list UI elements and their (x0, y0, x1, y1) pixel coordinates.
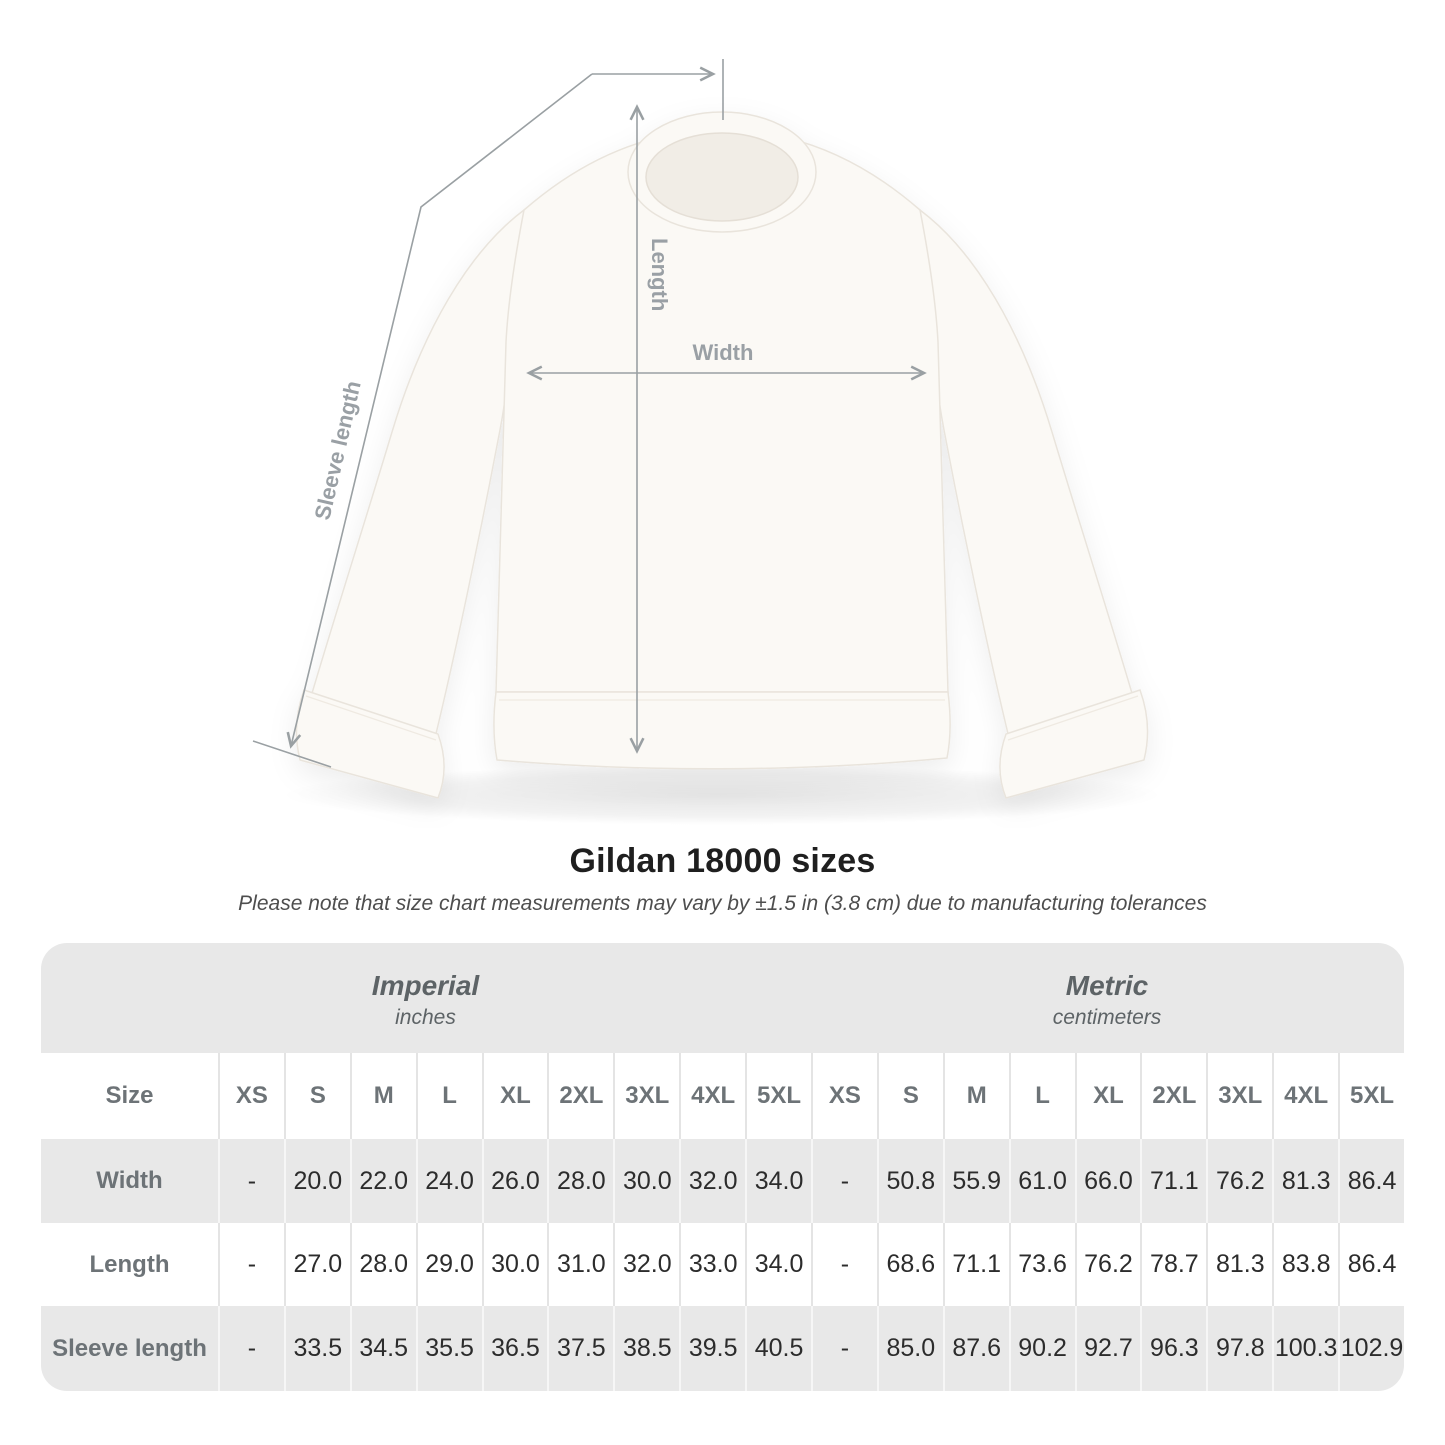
sweatshirt-illustration (297, 112, 1148, 798)
right-sleeve (920, 210, 1134, 742)
value-cell: 71.1 (1140, 1139, 1206, 1223)
value-cell: 66.0 (1075, 1139, 1141, 1223)
value-cell: 34.0 (745, 1139, 811, 1223)
value-cell: - (218, 1306, 284, 1391)
value-cell: 30.0 (613, 1139, 679, 1223)
size-header-cell: L (1009, 1053, 1075, 1139)
size-header-cell: S (877, 1053, 943, 1139)
value-cell: 24.0 (416, 1139, 482, 1223)
value-cell: 96.3 (1140, 1306, 1206, 1391)
value-cell: 34.5 (350, 1306, 416, 1391)
value-cell: 71.1 (943, 1223, 1009, 1306)
size-header-cell: L (416, 1053, 482, 1139)
value-cell: 34.0 (745, 1223, 811, 1306)
value-cell: 102.9 (1338, 1306, 1404, 1391)
size-header-cell: 2XL (1140, 1053, 1206, 1139)
imperial-unit: inches (395, 1006, 456, 1029)
value-cell: 28.0 (547, 1139, 613, 1223)
value-cell: 97.8 (1206, 1306, 1272, 1391)
table-row-width (41, 1139, 1404, 1223)
size-column-header: Size (105, 1082, 154, 1109)
value-cell: 92.7 (1075, 1306, 1141, 1391)
size-header-cell: 5XL (745, 1053, 811, 1139)
value-cell: 86.4 (1338, 1139, 1404, 1223)
table-row-length (41, 1223, 1404, 1306)
value-cell: 76.2 (1075, 1223, 1141, 1306)
value-cell: 37.5 (547, 1306, 613, 1391)
size-header-cell: 4XL (679, 1053, 745, 1139)
value-cell: 81.3 (1206, 1223, 1272, 1306)
value-cell: 33.0 (679, 1223, 745, 1306)
value-cell: 87.6 (943, 1306, 1009, 1391)
value-cell: 38.5 (613, 1306, 679, 1391)
metric-unit: centimeters (1052, 1006, 1162, 1029)
value-cell: 32.0 (613, 1223, 679, 1306)
page-title: Gildan 18000 sizes (569, 842, 876, 880)
value-cell: 27.0 (284, 1223, 350, 1306)
value-cell: 31.0 (547, 1223, 613, 1306)
value-cell: 73.6 (1009, 1223, 1075, 1306)
size-header-cell: XL (1075, 1053, 1141, 1139)
value-cell: 32.0 (679, 1139, 745, 1223)
row-label: Width (96, 1167, 163, 1194)
value-cell: 26.0 (482, 1139, 548, 1223)
size-header-row (41, 1053, 1404, 1139)
value-cell: 22.0 (350, 1139, 416, 1223)
value-cell: - (811, 1223, 877, 1306)
imperial-title: Imperial (371, 970, 480, 1001)
value-cell: 50.8 (877, 1139, 943, 1223)
size-header-cell: 3XL (613, 1053, 679, 1139)
size-header-cell: M (943, 1053, 1009, 1139)
value-cell: 29.0 (416, 1223, 482, 1306)
size-table (41, 943, 1404, 1391)
value-cell: 40.5 (745, 1306, 811, 1391)
imperial-header (41, 943, 810, 1053)
row-label: Length (89, 1250, 170, 1278)
value-cell: 30.0 (482, 1223, 548, 1306)
metric-title: Metric (1065, 970, 1149, 1001)
table-row-sleeve-length (41, 1306, 1404, 1391)
value-cell: 36.5 (482, 1306, 548, 1391)
size-header-cell: XS (218, 1053, 284, 1139)
value-cell: 81.3 (1272, 1139, 1338, 1223)
value-cell: 28.0 (350, 1223, 416, 1306)
size-header-cell: S (284, 1053, 350, 1139)
row-label: Sleeve length (52, 1334, 207, 1362)
value-cell: 85.0 (877, 1306, 943, 1391)
value-cell: 35.5 (416, 1306, 482, 1391)
waistband (494, 692, 950, 769)
size-header-cell: XL (482, 1053, 548, 1139)
value-cell: - (811, 1306, 877, 1391)
value-cell: - (218, 1139, 284, 1223)
value-cell: 20.0 (284, 1139, 350, 1223)
value-cell: 33.5 (284, 1306, 350, 1391)
value-cell: 61.0 (1009, 1139, 1075, 1223)
size-header-cell: 5XL (1338, 1053, 1404, 1139)
size-header-cell: XS (811, 1053, 877, 1139)
value-cell: 90.2 (1009, 1306, 1075, 1391)
size-header-cell: M (350, 1053, 416, 1139)
size-header-cell: 2XL (547, 1053, 613, 1139)
collar-opening (646, 133, 798, 221)
metric-header (810, 943, 1404, 1053)
value-cell: 55.9 (943, 1139, 1009, 1223)
value-cell: 100.3 (1272, 1306, 1338, 1391)
tolerance-note: Please note that size chart measurements may vary by ±1.5 in (3.8 cm) due to manufacturing tolerances (238, 892, 1207, 915)
value-cell: - (218, 1223, 284, 1306)
value-cell: 68.6 (877, 1223, 943, 1306)
size-header-cell: 3XL (1206, 1053, 1272, 1139)
size-header-cell: 4XL (1272, 1053, 1338, 1139)
value-cell: - (811, 1139, 877, 1223)
value-cell: 78.7 (1140, 1223, 1206, 1306)
value-cell: 76.2 (1206, 1139, 1272, 1223)
value-cell: 83.8 (1272, 1223, 1338, 1306)
length-label: Length (647, 238, 672, 312)
unit-header-band (41, 943, 1404, 1053)
value-cell: 86.4 (1338, 1223, 1404, 1306)
value-cell: 39.5 (679, 1306, 745, 1391)
width-label: Width (692, 340, 754, 365)
sleeve-length-label: Sleeve length (309, 378, 366, 523)
